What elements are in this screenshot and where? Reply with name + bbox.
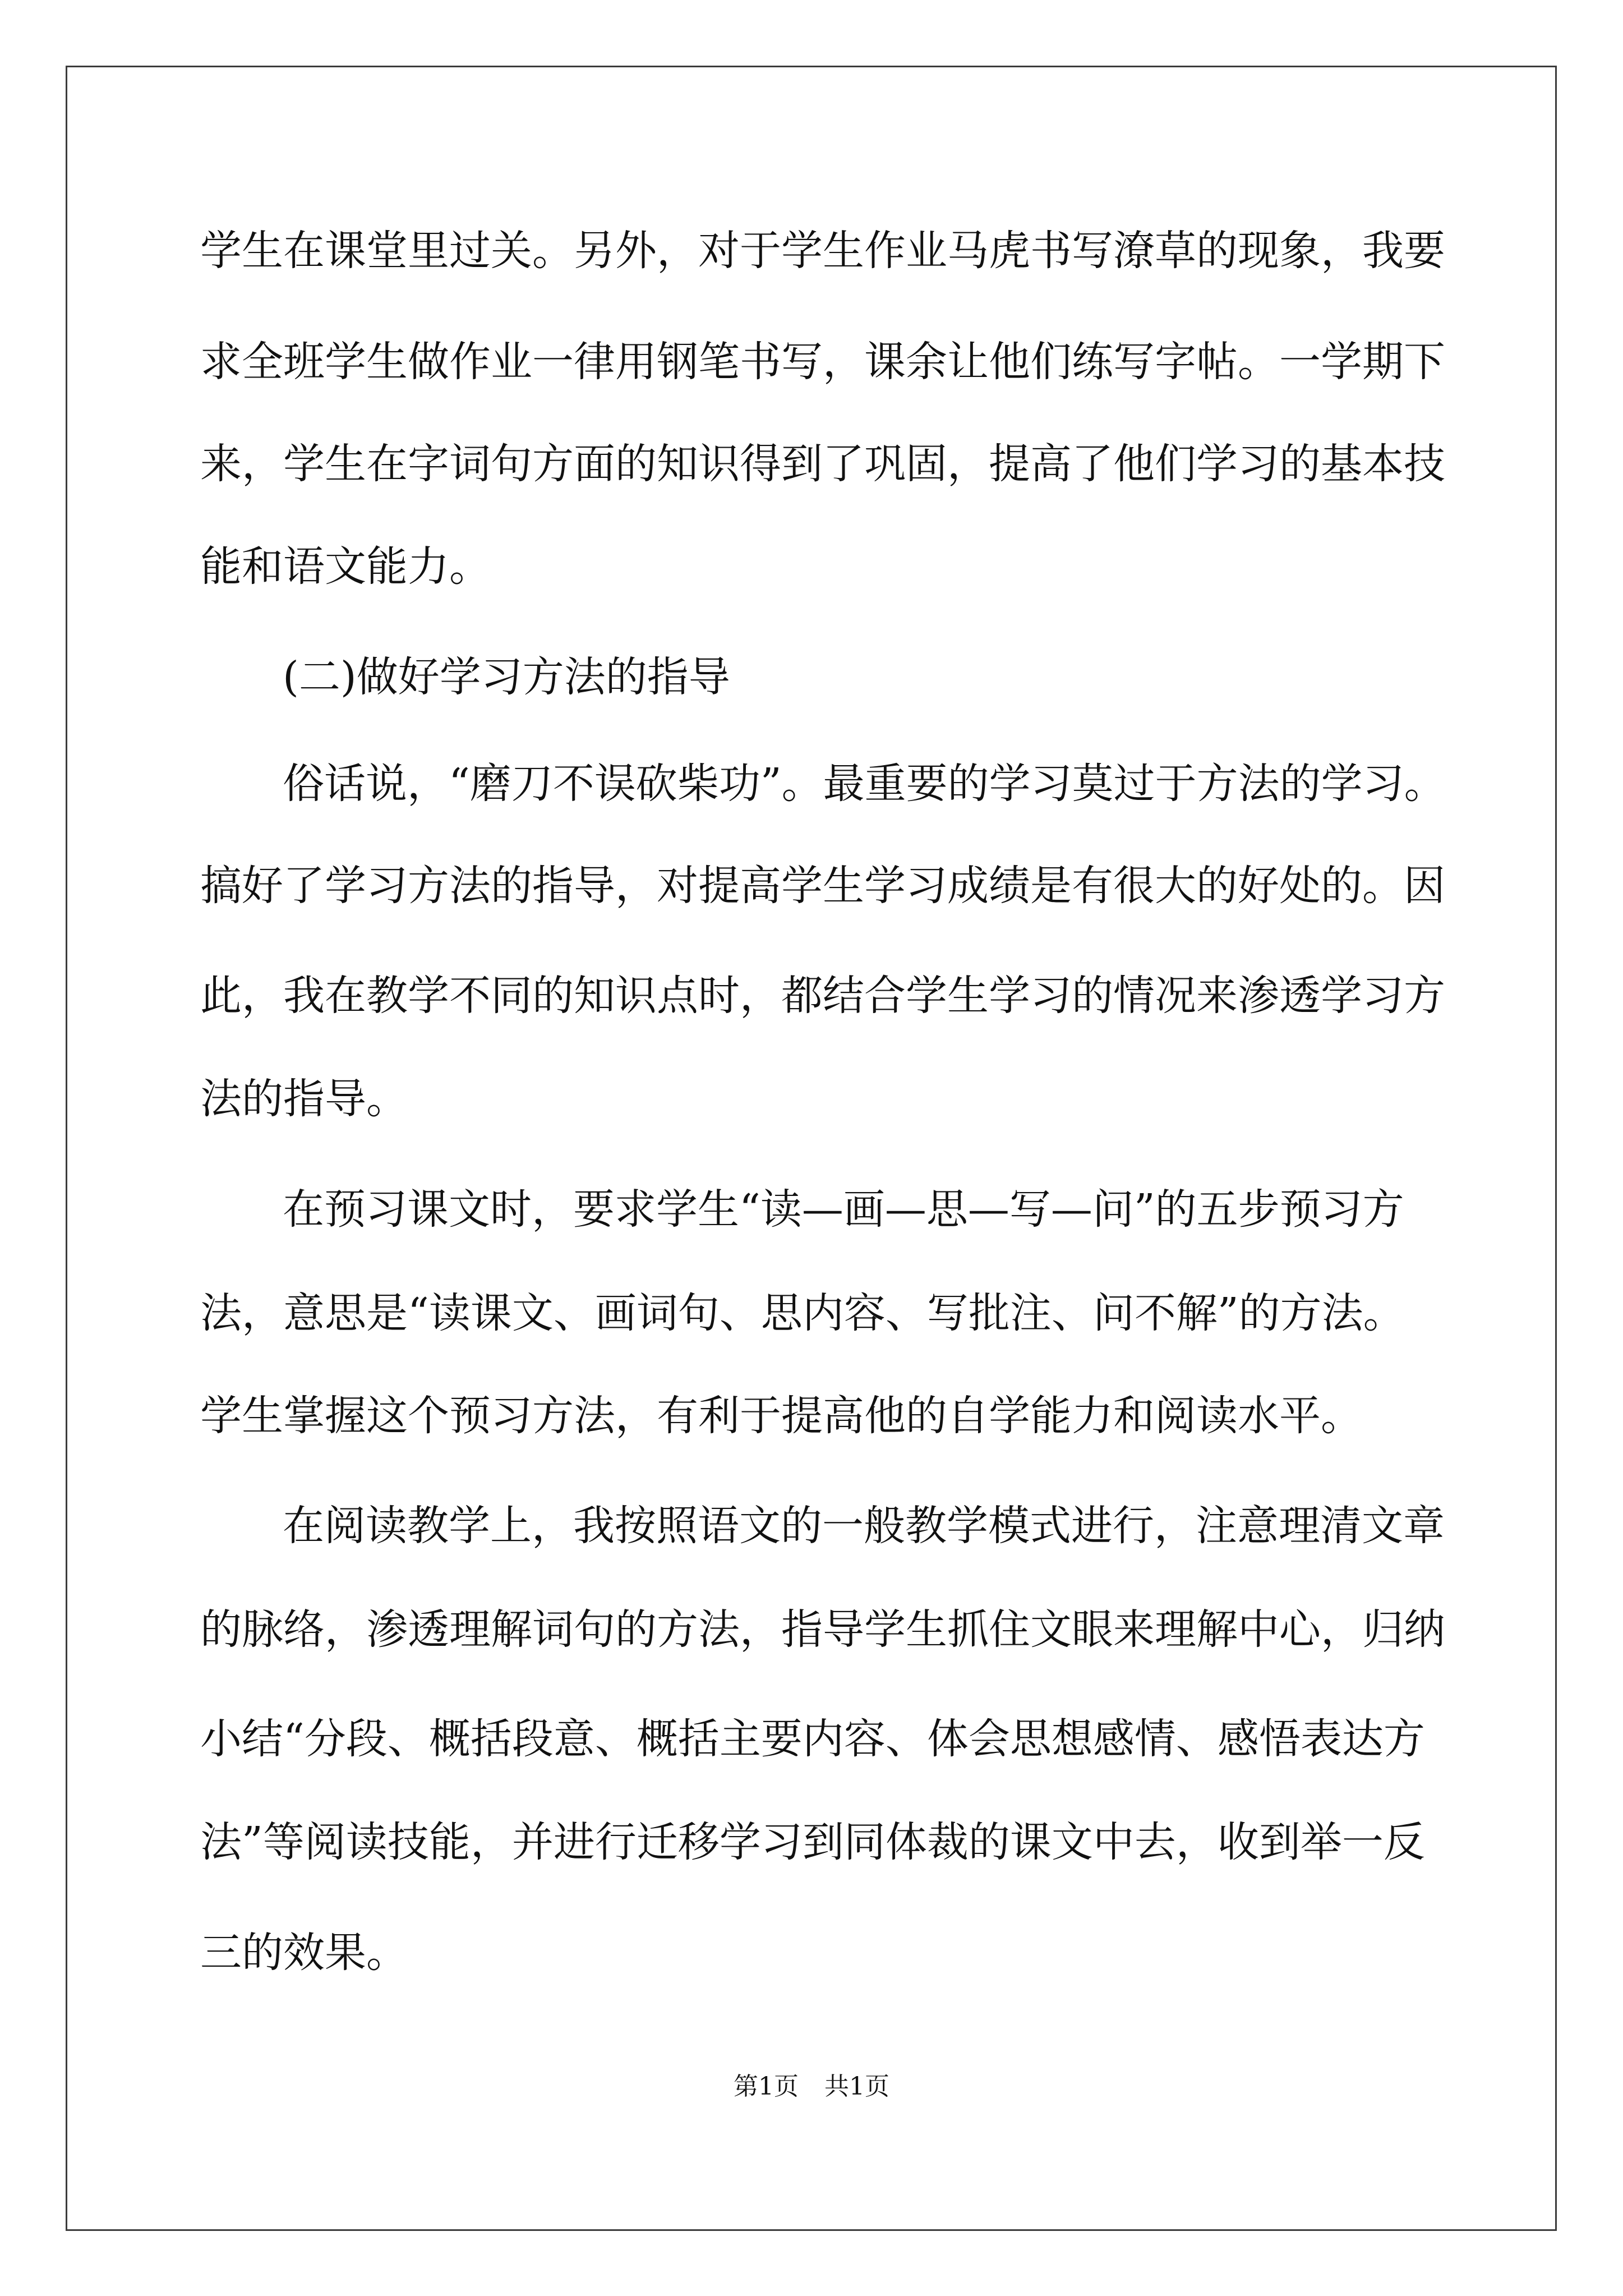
paragraph-line: 能和语文能力。 xyxy=(200,542,491,591)
section-heading: (二)做好学习方法的指导 xyxy=(283,653,730,701)
paragraph-line: 学生掌握这个预习方法，有利于提高他的自学能力和阅读水平。 xyxy=(200,1392,1362,1440)
paragraph-line: 搞好了学习方法的指导，对提高学生学习成绩是有很大的好处的。因 xyxy=(200,862,1445,910)
paragraph-line: 求全班学生做作业一律用钢笔书写，课余让他们练写字帖。一学期下 xyxy=(200,338,1445,386)
paragraph-line: 来，学生在字词句方面的知识得到了巩固，提高了他们学习的基本技 xyxy=(200,440,1445,488)
paragraph-line: 法”等阅读技能，并进行迁移学习到同体裁的课文中去，收到举一反 xyxy=(200,1818,1425,1866)
paragraph-line: 在阅读教学上，我按照语文的一般教学模式进行，注意理清文章 xyxy=(283,1502,1445,1550)
page-footer xyxy=(0,2074,1623,2099)
paragraph-line: 法，意思是“读课文、画词句、思内容、写批注、问不解”的方法。 xyxy=(200,1289,1405,1337)
paragraph-line: 学生在课堂里过关。另外，对于学生作业马虎书写潦草的现象，我要 xyxy=(200,227,1445,275)
paragraph-line: 小结“分段、概括段意、概括主要内容、体会思想感情、感悟表达方 xyxy=(200,1715,1425,1763)
paragraph-line: 此，我在教学不同的知识点时，都结合学生学习的情况来渗透学习方 xyxy=(200,972,1445,1020)
page-number: 第1页 xyxy=(734,2072,799,2101)
paragraph-line: 在预习课文时，要求学生“读—画—思—写—问”的五步预习方 xyxy=(283,1185,1404,1234)
paragraph-line: 法的指导。 xyxy=(200,1075,408,1123)
paragraph-line: 俗话说，“磨刀不误砍柴功”。最重要的学习莫过于方法的学习。 xyxy=(283,760,1446,808)
page-border xyxy=(66,66,1557,2231)
page-total: 共1页 xyxy=(824,2072,889,2101)
paragraph-line: 的脉络，渗透理解词句的方法，指导学生抓住文眼来理解中心，归纳 xyxy=(200,1605,1445,1654)
paragraph-line: 三的效果。 xyxy=(200,1929,408,1977)
